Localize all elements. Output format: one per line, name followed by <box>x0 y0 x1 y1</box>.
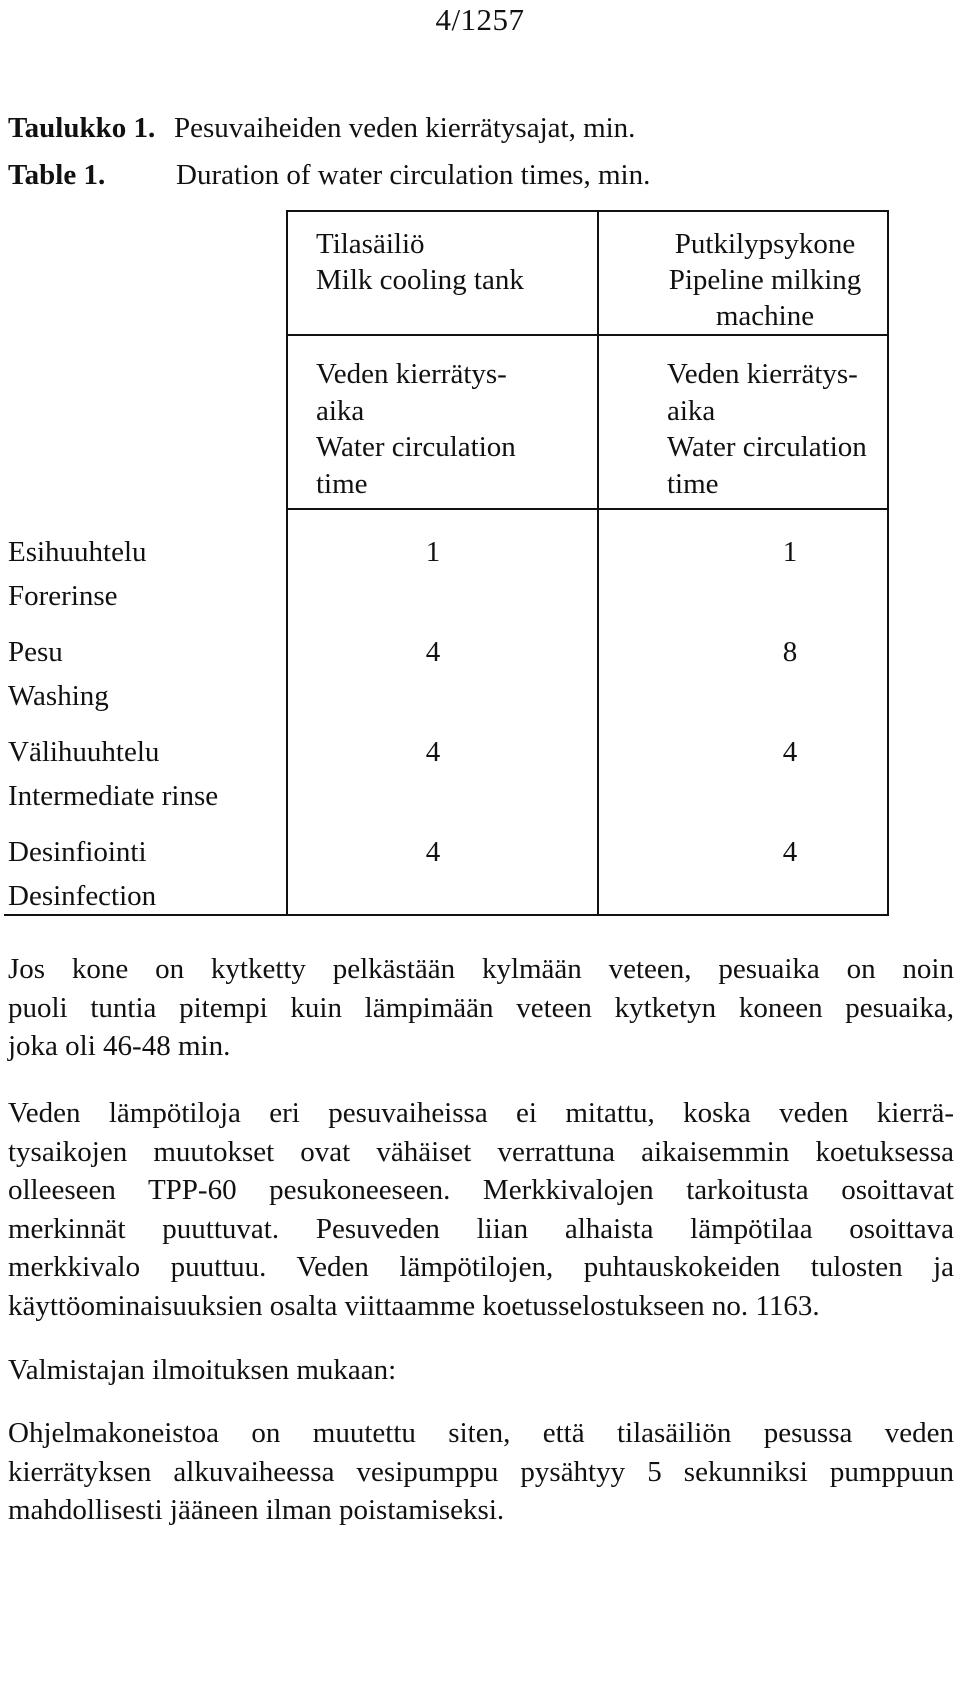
table-cell-tank-value: 4 <box>425 736 441 768</box>
row-label-desinfection <box>8 830 156 918</box>
table-header-divider <box>286 334 889 336</box>
header-line: Tilasäiliö <box>316 228 425 260</box>
caption-label-finnish: Taulukko 1. <box>8 112 156 144</box>
manufacturer-heading: Valmistajan ilmoituksen mukaan: <box>8 1354 397 1386</box>
paragraph-line: merkinnät puuttuvat. Pesuveden liian alhaista lämpötilaa osoittava <box>8 1212 954 1245</box>
table-caption-finnish <box>8 112 635 145</box>
row-label-finnish: Pesu <box>8 636 63 668</box>
paragraph-line: joka oli 46-48 min. <box>8 1030 231 1062</box>
subheader-line: Water circulation <box>667 431 867 463</box>
header-line: Milk cooling tank <box>316 264 524 296</box>
row-label-english: Forerinse <box>8 580 118 612</box>
table-cell-pipeline-value: 4 <box>782 836 798 868</box>
row-label-english: Desinfection <box>8 880 157 912</box>
paragraph-line: Jos kone on kytketty pelkästään kylmään veteen, pesuaika on noin <box>8 953 954 985</box>
table-cell-tank-value: 4 <box>425 636 441 668</box>
subheader-line: time <box>667 467 719 500</box>
table-cell-pipeline-value: 1 <box>782 536 798 568</box>
paragraph-line: merkkivalo puuttuu. Veden lämpötilojen, puhtauskokeiden tulosten ja <box>8 1251 954 1283</box>
table-cell-pipeline-value: 4 <box>782 736 798 768</box>
caption-label-english: Table 1. <box>8 159 106 191</box>
subheader-line: Veden kierrätys- <box>667 358 858 390</box>
paragraph-line: tysaikojen muutokset ovat vähäiset verrattuna aikaisemmin koetuksessa <box>8 1135 954 1168</box>
column-header-pipeline-milking-machine <box>660 226 870 334</box>
table-left-border <box>286 210 288 916</box>
paragraph-line: Veden lämpötiloja eri pesuvaiheissa ei mitattu, koska veden kierrä- <box>8 1097 954 1129</box>
paragraph-line: käyttöominaisuuksien osalta viittaamme koetusselostukseen no. 1163. <box>8 1289 820 1322</box>
paragraph-line: puoli tuntia pitempi kuin lämpimään veteen kytketyn koneen pesuaika, <box>8 991 954 1024</box>
subheader-water-circulation-tank <box>316 356 516 502</box>
row-label-english: Washing <box>8 680 109 712</box>
row-label-finnish: Välihuuhtelu <box>8 736 160 768</box>
row-label-finnish: Desinfiointi <box>8 836 147 868</box>
caption-text-finnish: Pesuvaiheiden veden kierrätysajat, min. <box>174 112 636 144</box>
column-header-milk-cooling-tank <box>316 226 524 298</box>
table-subheader-divider <box>286 508 889 510</box>
table-middle-border <box>597 210 599 916</box>
paragraph-line: kierrätyksen alkuvaiheessa vesipumppu pysähtyy 5 sekunniksi pumppuun <box>8 1455 954 1488</box>
subheader-line: Water circulation <box>316 431 516 463</box>
row-label-finnish: Esihuuhtelu <box>8 536 147 568</box>
table-cell-tank-value: 4 <box>425 836 441 868</box>
header-line: machine <box>715 300 815 332</box>
row-label-forerinse <box>8 530 147 618</box>
paragraph-line: Ohjelmakoneistoa on muutettu siten, että tilasäiliön pesussa veden <box>8 1417 954 1449</box>
table-right-border <box>887 210 889 916</box>
subheader-water-circulation-pipeline <box>667 356 867 502</box>
caption-text-english: Duration of water circulation times, min. <box>176 159 651 191</box>
subheader-line: Veden kierrätys- <box>316 358 507 390</box>
table-cell-pipeline-value: 8 <box>782 636 798 668</box>
table-caption-english <box>8 159 650 192</box>
table-top-border <box>286 210 889 212</box>
paragraph-cold-water <box>8 950 954 1066</box>
header-line: Putkilypsykone <box>674 228 856 260</box>
header-line: Pipeline milking <box>668 264 862 296</box>
page-number: 4/1257 <box>435 2 525 37</box>
paragraph-temperatures <box>8 1094 954 1325</box>
subheader-line: time <box>316 467 368 500</box>
table-cell-tank-value: 1 <box>425 536 441 568</box>
paragraph-manufacturer-notice <box>8 1414 954 1530</box>
row-label-washing <box>8 630 109 718</box>
row-label-intermediate-rinse <box>8 730 218 818</box>
subheader-line: aika <box>667 394 716 427</box>
row-label-english: Intermediate rinse <box>8 780 219 812</box>
subheader-line: aika <box>316 394 365 427</box>
paragraph-line: olleeseen TPP-60 pesukoneeseen. Merkkivalojen tarkoitusta osoittavat <box>8 1174 954 1206</box>
paragraph-line: mahdollisesti jääneen ilman poistamiseksi. <box>8 1494 505 1526</box>
